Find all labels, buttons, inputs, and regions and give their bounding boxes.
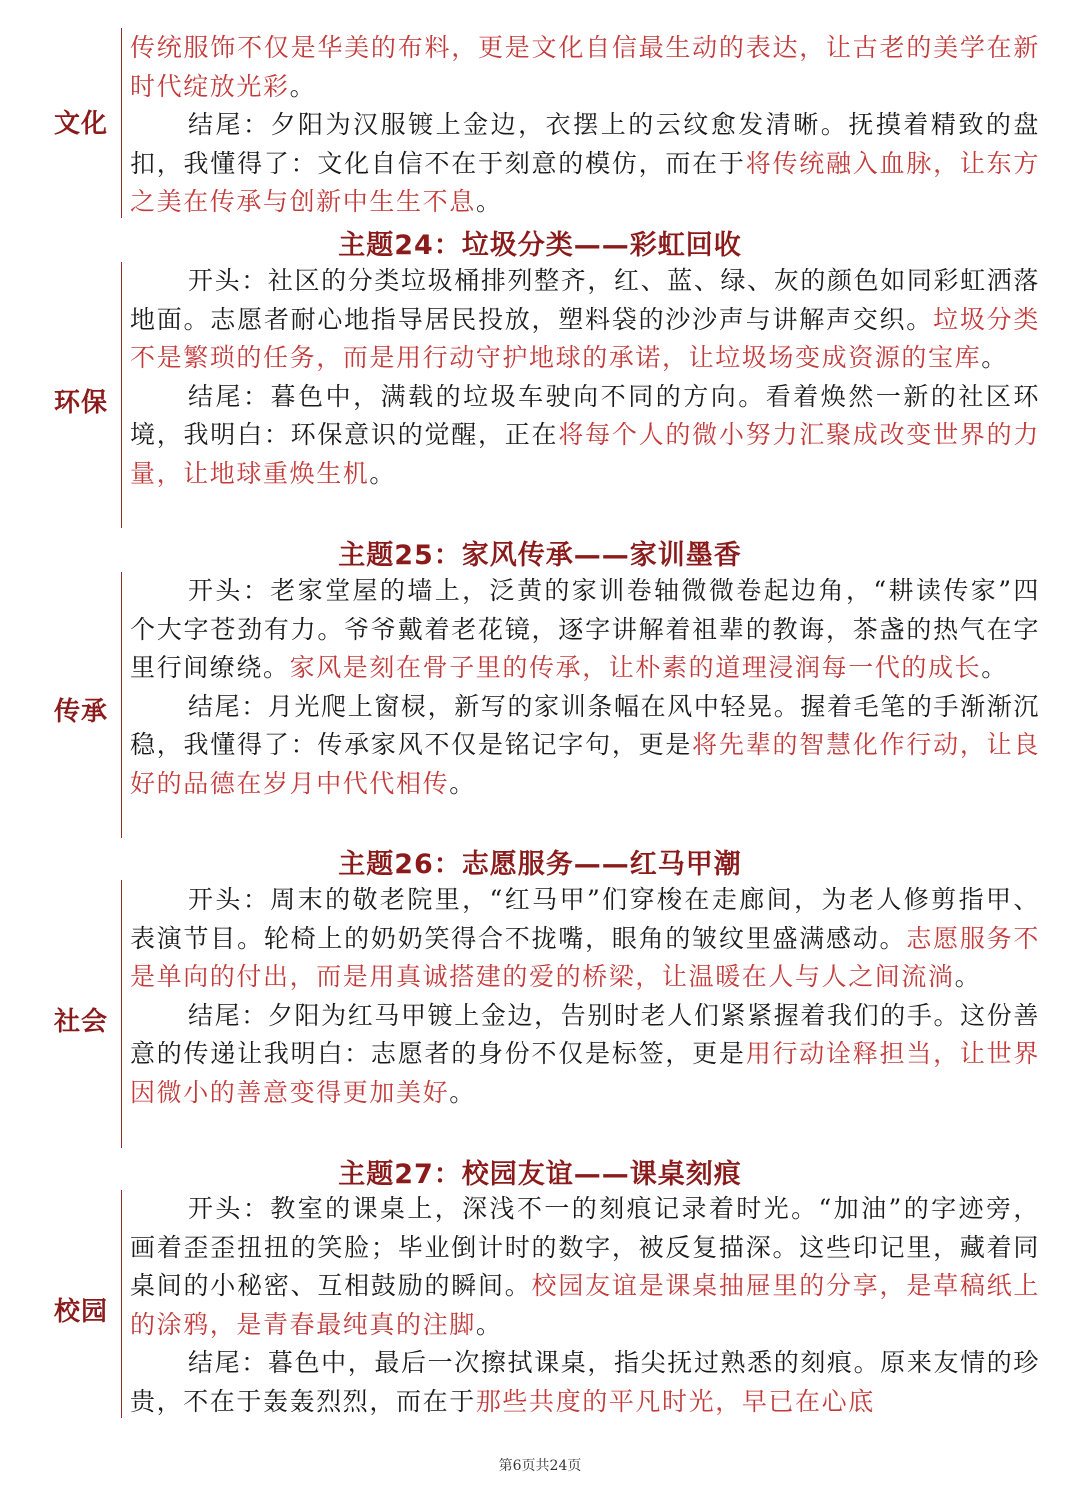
paragraph: 结尾：月光爬上窗棂，新写的家训条幅在风中轻晃。握着毛笔的手渐渐沉稳，我懂得了：传承家风不仅是铭记字句，更是将先辈的智慧化作行动，让良好的品德在岁月中代代相传。 (130, 691, 1040, 798)
highlight-text: 将每个人的微小努力汇聚成改变世界的力量，让地球重焕生机 (130, 420, 1040, 488)
category-label: 环保 (54, 388, 109, 418)
topic-title: 主题25：家风传承——家训墨香 (338, 540, 742, 571)
category-label: 社会 (54, 1007, 109, 1037)
highlight-text: 校园友谊是课桌抽屉里的分享，是草稿纸上的涂鸦，是青春最纯真的注脚 (130, 1271, 1040, 1339)
topic-title: 主题24：垃圾分类——彩虹回收 (338, 230, 742, 261)
paragraph: 开头：社区的分类垃圾桶排列整齐，红、蓝、绿、灰的颜色如同彩虹洒落地面。志愿者耐心地指导居民投放，塑料袋的沙沙声与讲解声交织。垃圾分类不是繁琐的任务，而是用行动守护地球的承诺，让垃圾场变成资源的宝库。 (130, 266, 1040, 372)
highlight-text: 将传统融入血脉，让东方之美在传承与创新中生生不息 (130, 148, 1040, 216)
highlight-text: 传统服饰不仅是华美的布料，更是文化自信最生动的表达，让古老的美学在新时代绽放光彩 (130, 33, 1040, 101)
paragraph: 开头：老家堂屋的墙上，泛黄的家训卷轴微微卷起边角，“耕读传家”四个大字苍劲有力。爷爷戴着老花镜，逐字讲解着祖辈的教诲，茶盏的热气在字里行间缭绕。家风是刻在骨子里的传承，让朴素的道理浸润每一代的成长。 (130, 576, 1040, 682)
highlight-text: 志愿服务不是单向的付出，而是用真诚搭建的爱的桥梁，让温暖在人与人之间流淌 (130, 923, 1040, 991)
paragraph: 结尾：夕阳为红马甲镀上金边，告别时老人们紧紧握着我们的手。这份善意的传递让我明白：志愿者的身份不仅是标签，更是用行动诠释担当，让世界因微小的善意变得更加美好。 (130, 1000, 1040, 1107)
section-divider-line (121, 28, 122, 218)
section-body (130, 29, 1040, 222)
section-body (130, 572, 1040, 803)
topic-title: 主题27：校园友谊——课桌刻痕 (338, 1159, 742, 1190)
section-body (130, 1190, 1040, 1421)
category-label: 文化 (54, 109, 109, 139)
topic-title: 主题26：志愿服务——红马甲潮 (338, 849, 742, 880)
highlight-text: 那些共度的平凡时光，早已在心底 (475, 1386, 875, 1416)
highlight-text: 垃圾分类不是繁琐的任务，而是用行动守护地球的承诺，让垃圾场变成资源的宝库 (130, 304, 1040, 372)
highlight-text: 家风是刻在骨子里的传承，让朴素的道理浸润每一代的成长 (289, 653, 982, 682)
page-number-footer: 第6页共24页 (498, 1458, 582, 1474)
section-divider-line (121, 1190, 122, 1418)
paragraph: 开头：教室的课桌上，深浅不一的刻痕记录着时光。“加油”的字迹旁，画着歪歪扭扭的笑脸；毕业倒计时的数字，被反复描深。这些印记里，藏着同桌间的小秘密、互相鼓励的瞬间。校园友谊是课桌抽屉里的分享，是草稿纸上的涂鸦，是青春最纯真的注脚。 (130, 1194, 1040, 1339)
section-body (130, 881, 1040, 1112)
paragraph: 结尾：暮色中，最后一次擦拭课桌，指尖抚过熟悉的刻痕。原来友情的珍贵，不在于轰轰烈烈，而在于那些共度的平凡时光，早已在心底 (130, 1348, 1040, 1416)
section-divider-line (121, 572, 122, 838)
highlight-text: 用行动诠释担当，让世界因微小的善意变得更加美好 (130, 1039, 1040, 1107)
category-label: 传承 (54, 697, 109, 727)
paragraph: 开头：周末的敬老院里，“红马甲”们穿梭在走廊间，为老人修剪指甲、表演节目。轮椅上的奶奶笑得合不拢嘴，眼角的皱纹里盛满感动。志愿服务不是单向的付出，而是用真诚搭建的爱的桥梁，让温暖在人与人之间流淌。 (130, 885, 1040, 991)
section-divider-line (121, 880, 122, 1148)
section-divider-line (121, 262, 122, 528)
highlight-text: 将先辈的智慧化作行动，让良好的品德在岁月中代代相传 (130, 730, 1040, 798)
paragraph: 结尾：夕阳为汉服镀上金边，衣摆上的云纹愈发清晰。抚摸着精致的盘扣，我懂得了：文化自信不在于刻意的模仿，而在于将传统融入血脉，让东方之美在传承与创新中生生不息。 (130, 110, 1040, 216)
section-body (130, 262, 1040, 493)
category-label: 校园 (54, 1297, 109, 1327)
paragraph: 传统服饰不仅是华美的布料，更是文化自信最生动的表达，让古老的美学在新时代绽放光彩。 (130, 33, 1040, 101)
paragraph: 结尾：暮色中，满载的垃圾车驶向不同的方向。看着焕然一新的社区环境，我明白：环保意识的觉醒，正在将每个人的微小努力汇聚成改变世界的力量，让地球重焕生机。 (130, 381, 1040, 488)
